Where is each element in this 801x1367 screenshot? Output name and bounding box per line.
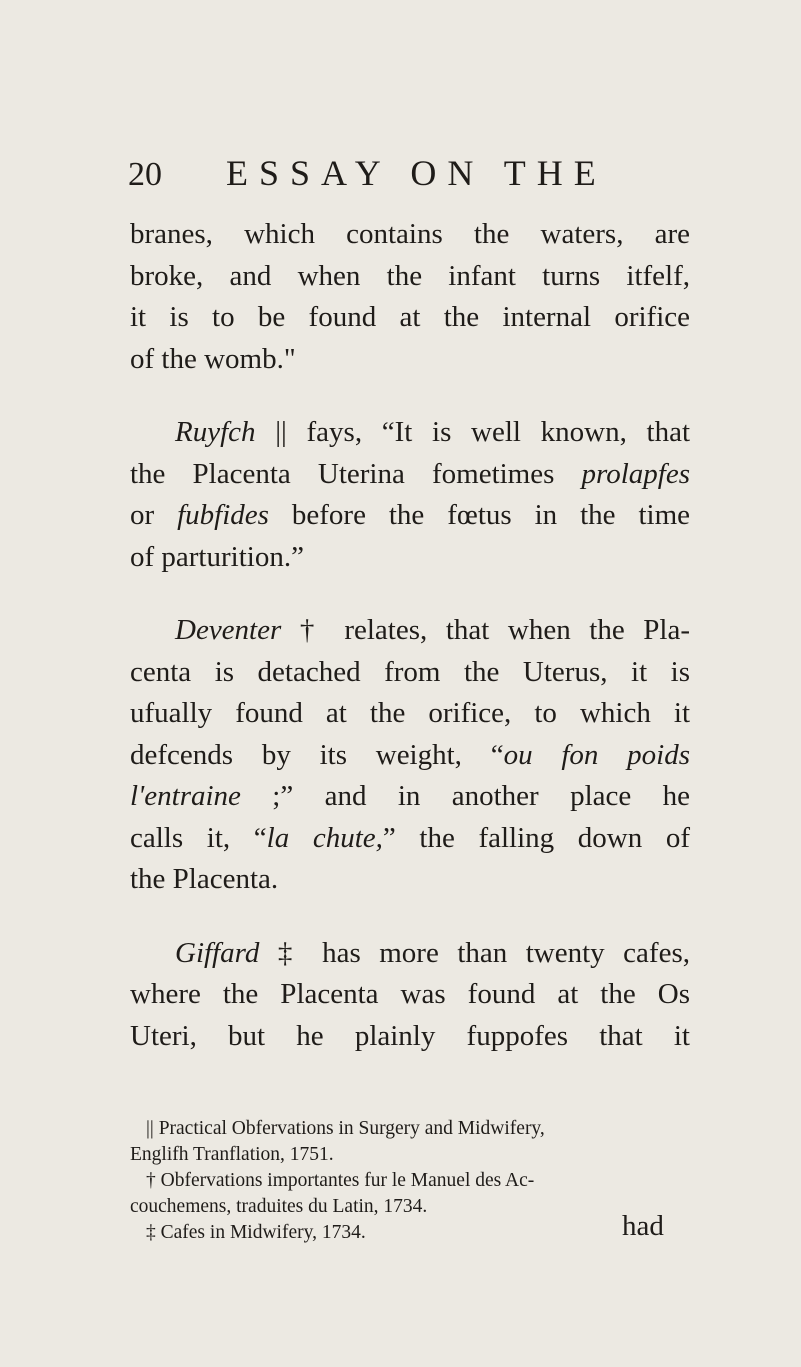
author-name: Giffard <box>175 936 260 969</box>
text-line: where the Placenta was found at the Os <box>130 978 690 1010</box>
catchword: had <box>622 1210 664 1242</box>
footnote-continuation: Englifh Tranflation, 1751. <box>130 1144 334 1165</box>
text-line: centa is detached from the Uterus, it is <box>130 655 690 688</box>
text-line: or fubfides before the fœtus in the time <box>130 499 691 531</box>
footnote-mark: † <box>146 1170 156 1191</box>
footnote-continuation: couchemens, traduites du Latin, 1734. <box>130 1196 428 1217</box>
footnote: || Practical Obfervations in Surgery and Midwifery, <box>146 1118 545 1139</box>
text-line: broke, and when the infant turns itfelf, <box>130 259 690 292</box>
paragraph-giffard-line: Giffard ‡ has more than twenty cafes, <box>175 936 690 969</box>
text-line: calls it, “la chute,” the falling down of <box>130 821 691 854</box>
text-line: l'entraine ;” and in another place he <box>130 780 691 812</box>
page-header <box>128 152 728 202</box>
author-name: Ruyfch <box>175 416 256 448</box>
footnote-reference: ‡ <box>277 936 304 969</box>
footnote-mark: || <box>146 1118 154 1139</box>
running-title: ESSAY ON THE <box>226 153 607 193</box>
footnote-reference: || <box>275 416 287 448</box>
footnote-reference: † <box>299 614 326 646</box>
footnote: ‡ Cafes in Midwifery, 1734. <box>146 1222 366 1243</box>
text-line: Uteri, but he plainly fuppofes that it <box>130 1019 690 1052</box>
footnote-mark: ‡ <box>146 1222 156 1243</box>
paragraph-ruyfch-line: Ruyfch || fays, “It is well known, that <box>175 416 691 448</box>
text-line: of the womb." <box>130 342 296 375</box>
text-line: ufually found at the orifice, to which it <box>130 697 690 729</box>
footnote: † Obfervations importantes fur le Manuel des Ac- <box>146 1170 535 1191</box>
text-line: of parturition.” <box>130 540 304 573</box>
page-number: 20 <box>128 156 162 193</box>
author-name: Deventer <box>175 614 282 646</box>
text-line: defcends by its weight, “ou fon poids <box>130 738 690 771</box>
text-line: it is to be found at the internal orifice <box>130 301 690 333</box>
text-line: the Placenta. <box>130 863 279 895</box>
text-line: branes, which contains the waters, are <box>130 218 690 250</box>
text-line: the Placenta Uterina fometimes prolapfes <box>130 457 691 490</box>
paragraph-deventer-line: Deventer † relates, that when the Pla- <box>175 614 691 646</box>
footnotes <box>130 1116 690 1246</box>
body-text <box>130 214 690 1057</box>
